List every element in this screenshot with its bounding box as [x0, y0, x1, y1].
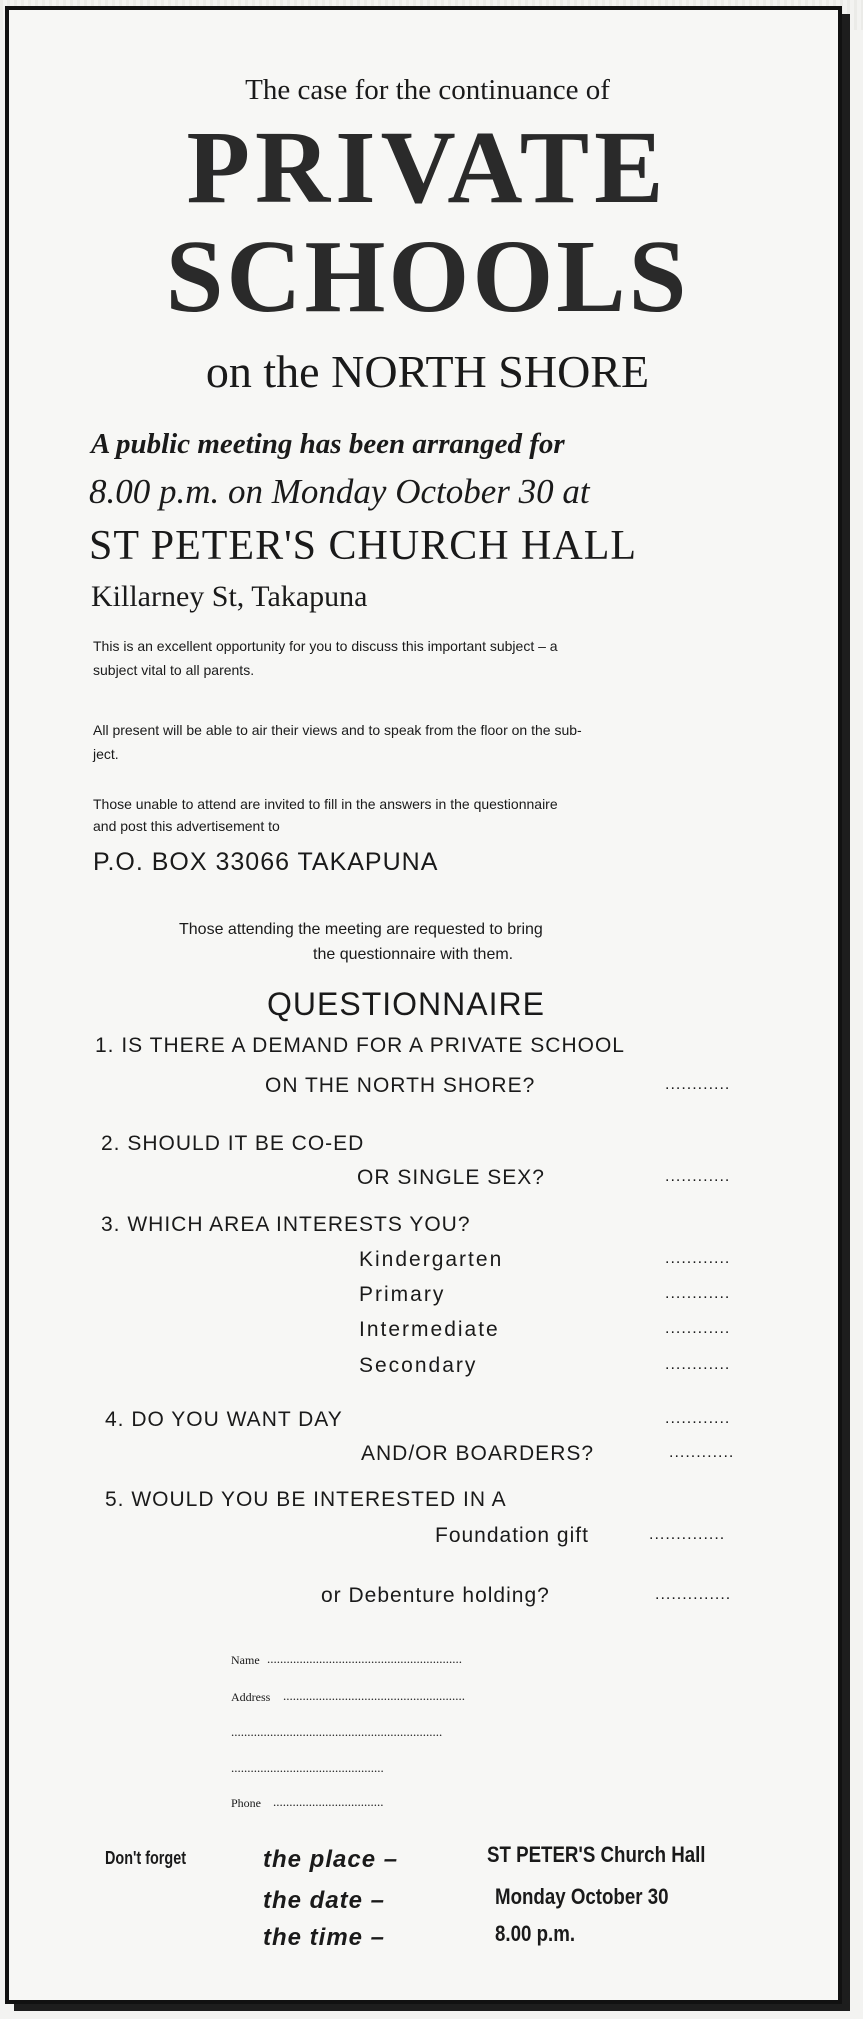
- meeting-venue: ST PETER'S CHURCH HALL: [89, 523, 638, 569]
- q1-line2: ON THE NORTH SHORE?: [265, 1074, 536, 1097]
- para1-line1: This is an excellent opportunity for you to discuss this important subject – a: [93, 638, 558, 654]
- meeting-time: 8.00 p.m. on Monday October 30 at: [89, 472, 590, 511]
- address-field-line2[interactable]: .................................................................: [231, 1724, 443, 1739]
- para2-line2: ject.: [93, 746, 119, 762]
- place-label: the place –: [263, 1846, 399, 1873]
- title-north-shore: on the NORTH SHORE: [205, 346, 650, 397]
- q5-foundation-blank[interactable]: ..............: [649, 1526, 726, 1543]
- q5-foundation-gift: Foundation gift: [435, 1524, 589, 1547]
- advertisement: [5, 6, 842, 2004]
- q2-line1: 2. SHOULD IT BE CO-ED: [101, 1132, 365, 1155]
- q5-line1: 5. WOULD YOU BE INTERESTED IN A: [105, 1488, 507, 1511]
- q5-debenture-blank[interactable]: ..............: [655, 1586, 732, 1603]
- po-box: P.O. BOX 33066 TAKAPUNA: [93, 848, 439, 876]
- address-field-line3[interactable]: ...............................................: [231, 1760, 384, 1775]
- meeting-address: Killarney St, Takapuna: [91, 580, 368, 613]
- request-line2: the questionnaire with them.: [313, 946, 514, 963]
- q5-debenture-holding: or Debenture holding?: [321, 1584, 550, 1607]
- q3-option-secondary: Secondary: [359, 1354, 478, 1377]
- title-private: PRIVATE: [186, 110, 669, 225]
- q3-option-kindergarten: Kindergarten: [359, 1248, 504, 1271]
- q3-option-primary: Primary: [359, 1283, 446, 1306]
- q3-kindergarten-blank[interactable]: ............: [665, 1250, 731, 1267]
- q1-answer-blank[interactable]: ............: [665, 1076, 731, 1093]
- para3-line2: and post this advertisement to: [93, 818, 280, 834]
- date-value: Monday October 30: [495, 1884, 669, 1909]
- meeting-intro: A public meeting has been arranged for: [91, 428, 565, 460]
- address-field[interactable]: ........................................................: [283, 1688, 465, 1703]
- para3-line1: Those unable to attend are invited to fill in the answers in the questionnaire: [93, 796, 558, 812]
- q2-answer-blank[interactable]: ............: [665, 1168, 731, 1185]
- q3-line: 3. WHICH AREA INTERESTS YOU?: [101, 1213, 471, 1236]
- place-value: ST PETER'S Church Hall: [487, 1842, 706, 1867]
- q3-intermediate-blank[interactable]: ............: [665, 1320, 731, 1337]
- phone-field[interactable]: ..................................: [273, 1794, 384, 1809]
- name-field[interactable]: ............................................................: [267, 1651, 462, 1666]
- q4-line2: AND/OR BOARDERS?: [361, 1442, 595, 1465]
- date-label: the date –: [263, 1887, 386, 1914]
- dont-forget-label: Don't forget: [105, 1848, 187, 1868]
- q4-line1: 4. DO YOU WANT DAY: [105, 1408, 343, 1431]
- request-line1: Those attending the meeting are requested to bring: [179, 921, 543, 938]
- para2-line1: All present will be able to air their views and to speak from the floor on the sub-: [93, 722, 582, 738]
- q3-secondary-blank[interactable]: ............: [665, 1356, 731, 1373]
- lead-in: The case for the continuance of: [245, 74, 610, 106]
- q1-line1: 1. IS THERE A DEMAND FOR A PRIVATE SCHOOL: [95, 1034, 625, 1057]
- q3-primary-blank[interactable]: ............: [665, 1285, 731, 1302]
- title-schools: SCHOOLS: [165, 219, 690, 334]
- time-label: the time –: [263, 1924, 386, 1951]
- questionnaire-heading: QUESTIONNAIRE: [267, 986, 545, 1022]
- para1-line2: subject vital to all parents.: [93, 662, 255, 678]
- frame-shadow-bottom: [14, 2004, 850, 2011]
- name-label: Name: [231, 1653, 260, 1667]
- q2-line2: OR SINGLE SEX?: [357, 1166, 545, 1189]
- time-value: 8.00 p.m.: [495, 1921, 576, 1946]
- q4-boarders-blank[interactable]: ............: [669, 1444, 735, 1461]
- q4-day-blank[interactable]: ............: [665, 1410, 731, 1427]
- q3-option-intermediate: Intermediate: [359, 1318, 500, 1341]
- address-label: Address: [231, 1690, 271, 1704]
- phone-label: Phone: [231, 1796, 261, 1810]
